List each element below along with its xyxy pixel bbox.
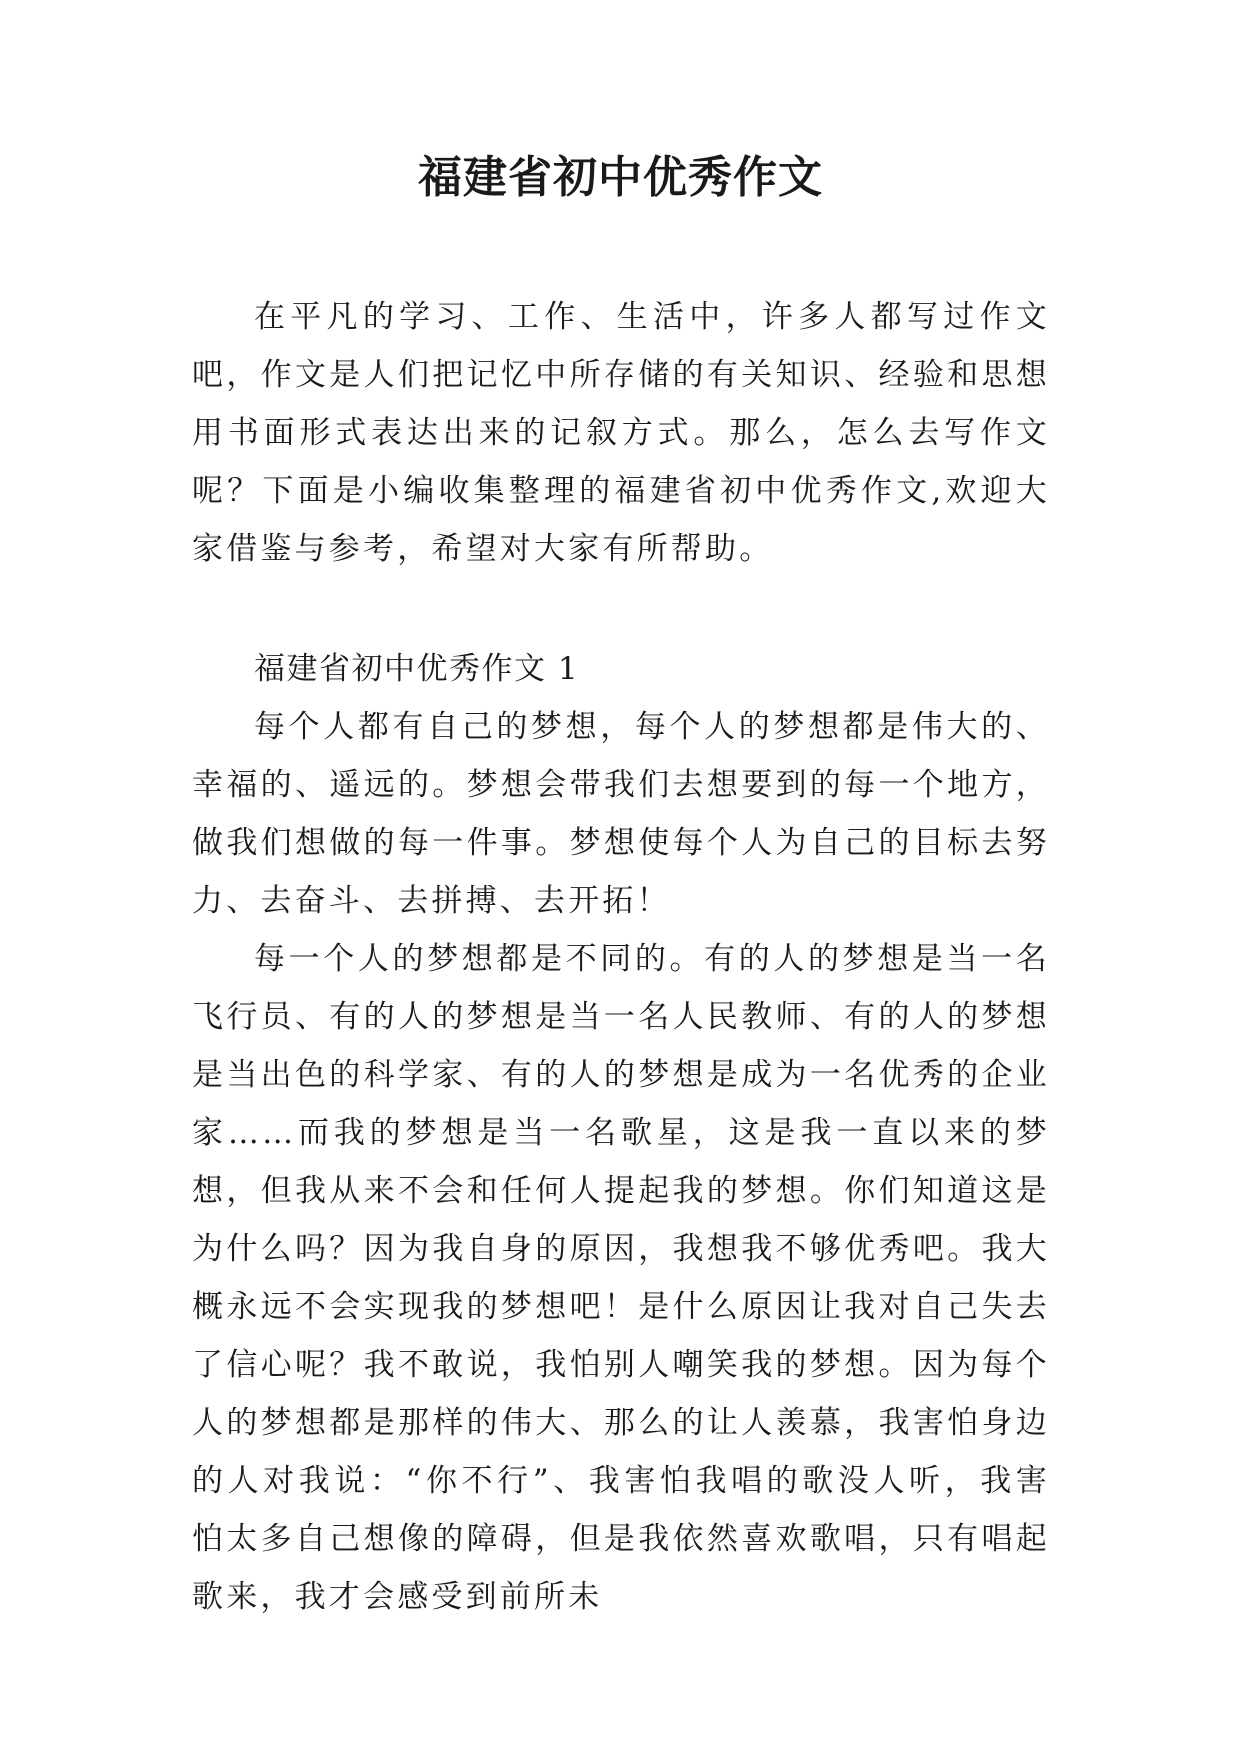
section-heading: 福建省初中优秀作文 1 [254, 651, 580, 687]
essay-section [192, 640, 1050, 1626]
essay-paragraph-1: 每个人都有自己的梦想，每个人的梦想都是伟大的、幸福的、遥远的。梦想会带我们去想要到的每一个地方，做我们想做的每一件事。梦想使每个人为自己的目标去努力、去奋斗、去拼搏、去开拓！ [192, 709, 1050, 919]
intro-block [192, 288, 1050, 578]
document-title: 福建省初中优秀作文 [418, 152, 823, 203]
intro-paragraph: 在平凡的学习、工作、生活中，许多人都写过作文吧，作文是人们把记忆中所存储的有关知识、经验和思想用书面形式表达出来的记叙方式。那么，怎么去写作文呢？下面是小编收集整理的福建省初中优秀作文,欢迎大家借鉴与参考，希望对大家有所帮助。 [192, 299, 1050, 567]
essay-paragraph-2: 每一个人的梦想都是不同的。有的人的梦想是当一名飞行员、有的人的梦想是当一名人民教师、有的人的梦想是当出色的科学家、有的人的梦想是成为一名优秀的企业家……而我的梦想是当一名歌星，这是我一直以来的梦想，但我从来不会和任何人提起我的梦想。你们知道这是为什么吗？因为我自身的原因，我想我不够优秀吧。我大概永远不会实现我的梦想吧！是什么原因让我对自己失去了信心呢？我不敢说，我怕别人嘲笑我的梦想。因为每个人的梦想都是那样的伟大、那么的让人羡慕，我害怕身边的人对我说：“你不行”、我害怕我唱的歌没人听，我害怕太多自己想像的障碍，但是我依然喜欢歌唱，只有唱起歌来，我才会感受到前所未 [192, 941, 1050, 1615]
